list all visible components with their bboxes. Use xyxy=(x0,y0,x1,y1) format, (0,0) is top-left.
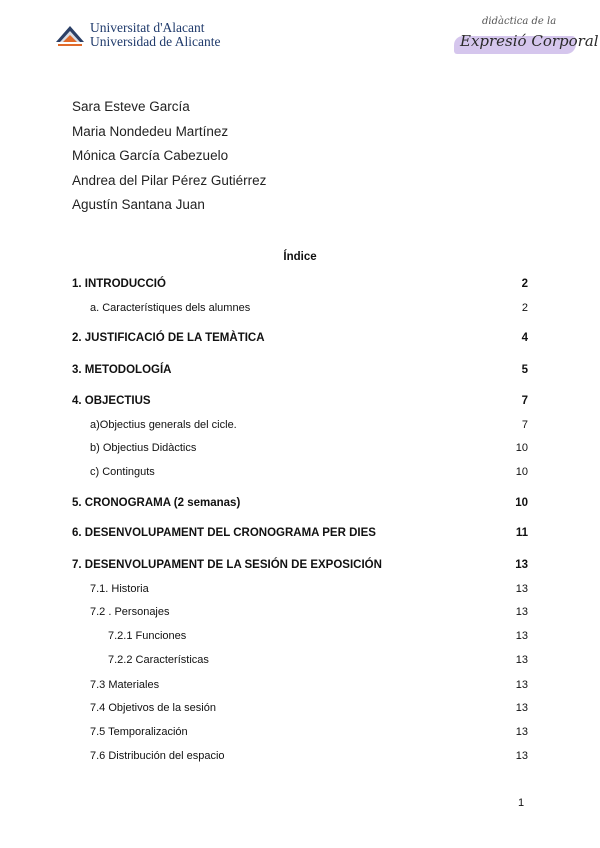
toc-entry[interactable] xyxy=(72,440,528,456)
toc-entry[interactable] xyxy=(72,276,528,292)
author-name: Maria Nondedeu Martínez xyxy=(72,123,229,139)
page-number: 1 xyxy=(518,797,525,809)
toc-entry-label: 7.5 Temporalización xyxy=(90,726,188,738)
toc-entry[interactable] xyxy=(72,464,528,480)
toc-entry-label: 1. INTRODUCCIÓ xyxy=(72,278,166,290)
toc-entry-label: 6. DESENVOLUPAMENT DEL CRONOGRAMA PER DIES xyxy=(72,527,376,539)
toc-entry-label: 7.1. Historia xyxy=(90,583,149,595)
toc-entry[interactable] xyxy=(72,525,528,541)
toc-entry-page: 10 xyxy=(515,497,528,509)
toc-entry[interactable] xyxy=(72,724,528,740)
toc-entry-page: 13 xyxy=(515,702,528,714)
toc-entry-page: 2 xyxy=(521,278,528,290)
author-name: Sara Esteve García xyxy=(72,99,190,114)
toc-entry-label: 7.4 Objetivos de la sesión xyxy=(90,702,216,714)
toc-entry-label: 3. METODOLOGÍA xyxy=(72,364,172,376)
toc-entry-label: 7.2 . Personajes xyxy=(90,606,170,618)
author-name: Andrea del Pilar Pérez Gutiérrez xyxy=(72,172,267,188)
toc-entry[interactable] xyxy=(72,628,528,644)
toc-entry-page: 13 xyxy=(515,726,528,738)
department-logo-line1: didàctica de la xyxy=(482,16,557,27)
toc-entry-page: 13 xyxy=(515,559,528,571)
author-name: Mónica García Cabezuelo xyxy=(72,148,229,164)
toc-entry-label: b) Objectius Didàctics xyxy=(90,442,197,454)
university-name-catalan: Universitat d'Alacant xyxy=(90,20,205,35)
toc-entry[interactable] xyxy=(72,652,528,668)
university-name xyxy=(90,21,220,49)
department-logo xyxy=(446,14,599,58)
toc-entry[interactable] xyxy=(72,581,528,597)
toc-title: Índice xyxy=(283,251,317,263)
author-list xyxy=(72,95,266,218)
toc-entry-page: 13 xyxy=(515,583,528,595)
toc-entry-label: 7.2.2 Características xyxy=(108,654,209,666)
university-logo xyxy=(54,20,86,48)
toc-entry-page: 5 xyxy=(521,364,528,376)
toc-entry[interactable] xyxy=(72,748,528,764)
toc-entry-label: 5. CRONOGRAMA (2 semanas) xyxy=(72,497,241,509)
toc-entry[interactable] xyxy=(72,677,528,693)
toc-entry-label: a)Objectius generals del cicle. xyxy=(90,419,237,431)
toc-entry-label: 7.6 Distribución del espacio xyxy=(90,750,225,762)
toc-entry-label: 7.2.1 Funciones xyxy=(108,630,187,642)
toc-entry-label: 4. OBJECTIUS xyxy=(72,395,151,407)
toc-entry-label: 7. DESENVOLUPAMENT DE LA SESIÓN DE EXPOSICIÓN xyxy=(72,559,382,571)
toc-entry[interactable] xyxy=(72,417,528,433)
toc-entry-page: 10 xyxy=(515,466,528,478)
university-name-spanish: Universidad de Alicante xyxy=(90,34,221,49)
toc-entry-page: 13 xyxy=(515,654,528,666)
toc-entry-page: 7 xyxy=(521,419,528,431)
toc-entry-label: 2. JUSTIFICACIÓ DE LA TEMÀTICA xyxy=(72,332,265,344)
toc-entry-label: 7.3 Materiales xyxy=(90,679,160,691)
toc-entry[interactable] xyxy=(72,604,528,620)
toc-entry[interactable] xyxy=(72,495,528,511)
toc-entry[interactable] xyxy=(72,300,528,316)
toc-entry[interactable] xyxy=(72,362,528,378)
toc-entry[interactable] xyxy=(72,700,528,716)
toc-entry-label: a. Característiques dels alumnes xyxy=(90,302,251,314)
toc-entry-page: 13 xyxy=(515,606,528,618)
toc-entry-page: 13 xyxy=(515,630,528,642)
toc-entry-page: 10 xyxy=(515,442,528,454)
department-logo-line2: Expresió Corporal xyxy=(460,32,599,50)
toc-entry-page: 11 xyxy=(515,527,528,539)
toc-entry[interactable] xyxy=(72,393,528,409)
toc-entry-page: 13 xyxy=(515,750,528,762)
toc-entry[interactable] xyxy=(72,330,528,346)
toc-entry-label: c) Continguts xyxy=(90,466,155,478)
author-name: Agustín Santana Juan xyxy=(72,197,205,213)
toc-entry-page: 7 xyxy=(521,395,528,407)
toc-entry-page: 2 xyxy=(521,302,528,314)
toc-entry-page: 13 xyxy=(515,679,528,691)
toc-entry[interactable] xyxy=(72,557,528,573)
toc-entry-page: 4 xyxy=(521,332,528,344)
page-header xyxy=(0,0,600,70)
